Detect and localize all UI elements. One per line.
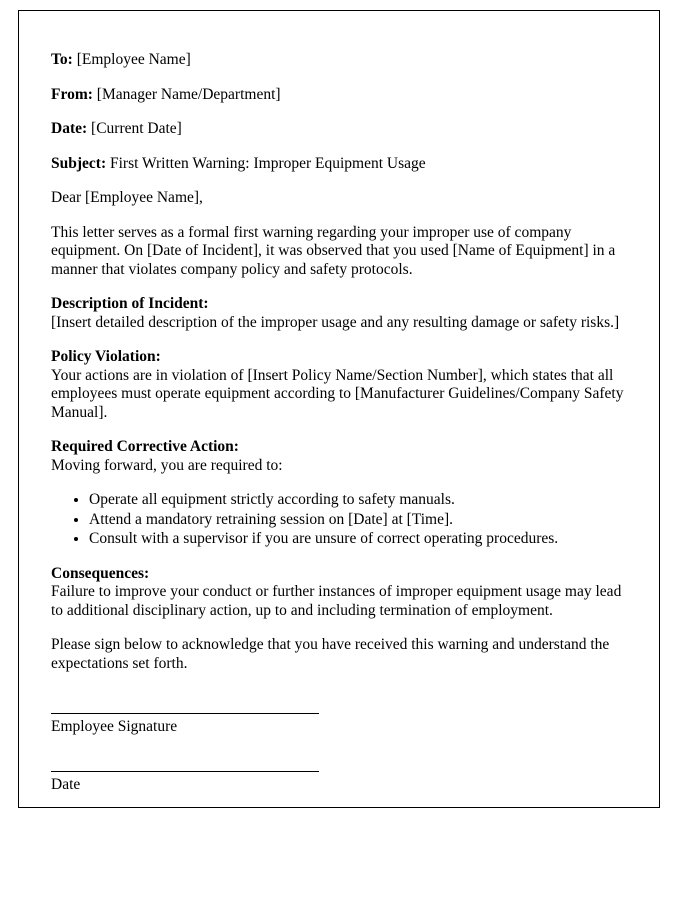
section-description-heading: Description of Incident: xyxy=(51,295,209,312)
section-policy-body: Your actions are in violation of [Insert Policy Name/Section Number], which states that all employees must operate equipment according to [Manufacturer Guidelines/Company Safety Manual]. xyxy=(51,366,624,421)
intro-paragraph: This letter serves as a formal first warning regarding your improper use of company equipment. On [Date of Incident], it was observed that you used [Name of Equipment] in a manner that violates company policy and safety protocols. xyxy=(51,223,616,278)
field-from xyxy=(51,86,629,105)
employee-signature-line xyxy=(51,713,319,714)
field-date xyxy=(51,120,629,139)
corrective-action-list xyxy=(51,491,629,549)
field-to xyxy=(51,51,629,70)
field-to-label: To: xyxy=(51,51,73,68)
spacer xyxy=(51,737,629,771)
section-description-of-incident xyxy=(51,295,629,332)
section-consequences xyxy=(51,565,629,621)
closing-paragraph: Please sign below to acknowledge that you have received this warning and understand the expectations set forth. xyxy=(51,636,610,672)
section-consequences-body: Failure to improve your conduct or further instances of improper equipment usage may lead to additional disciplinary action, up to and including termination of employment. xyxy=(51,583,622,619)
signature-block xyxy=(51,713,629,794)
date-line xyxy=(51,771,319,772)
date-label: Date xyxy=(51,775,81,793)
salutation: Dear [Employee Name], xyxy=(51,189,203,206)
field-from-value: [Manager Name/Department] xyxy=(96,85,281,103)
section-consequences-heading: Consequences: xyxy=(51,564,150,582)
list-item: • Attend a mandatory retraining session on [Date] at [Time]. xyxy=(89,511,629,530)
letter-page xyxy=(18,10,660,808)
list-item: • Operate all equipment strictly according to safety manuals. xyxy=(89,491,629,510)
field-subject-label: Subject: xyxy=(51,154,107,172)
field-date-value: [Current Date] xyxy=(91,120,182,137)
field-subject-value: First Written Warning: Improper Equipment Usage xyxy=(109,154,426,172)
section-description-body: [Insert detailed description of the improper usage and any resulting damage or safety risks.] xyxy=(51,313,620,331)
section-corrective-body: Moving forward, you are required to: xyxy=(51,456,283,474)
section-policy-heading: Policy Violation: xyxy=(51,348,161,365)
employee-signature-label: Employee Signature xyxy=(51,718,178,735)
field-subject xyxy=(51,155,629,174)
section-corrective-heading: Required Corrective Action: xyxy=(51,438,239,455)
field-date-label: Date: xyxy=(51,120,88,137)
section-corrective-action xyxy=(51,438,629,475)
field-to-value: [Employee Name] xyxy=(76,51,191,68)
section-policy-violation xyxy=(51,348,629,422)
field-from-label: From: xyxy=(51,85,93,103)
list-item: • Consult with a supervisor if you are unsure of correct operating procedures. xyxy=(89,530,629,549)
